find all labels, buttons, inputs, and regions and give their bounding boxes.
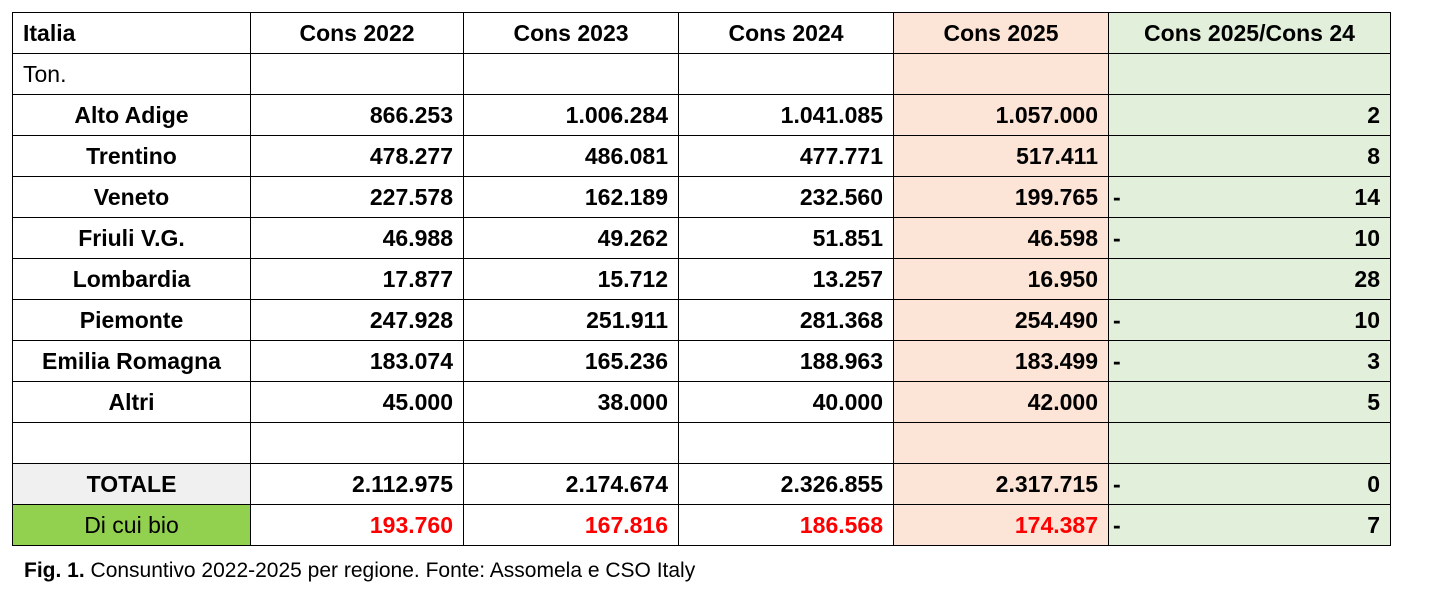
row-cons-2023: 251.911: [464, 300, 679, 341]
row-ratio: [1109, 382, 1391, 423]
table-row: [13, 95, 1391, 136]
bio-ratio: [1109, 505, 1391, 546]
unit-cell-ratio: [1109, 54, 1391, 95]
table-row: [13, 218, 1391, 259]
row-cons-2025: 199.765: [894, 177, 1109, 218]
row-ratio: [1109, 300, 1391, 341]
row-cons-2023: 162.189: [464, 177, 679, 218]
table-row: [13, 382, 1391, 423]
row-cons-2025: 183.499: [894, 341, 1109, 382]
header-cell-cons-2024: Cons 2024: [679, 13, 894, 54]
total-cons-2024: 2.326.855: [679, 464, 894, 505]
row-cons-2022: 227.578: [251, 177, 464, 218]
spacer-cell-2022: [251, 423, 464, 464]
table-bio-row: [13, 505, 1391, 546]
figure-caption-text: Consuntivo 2022-2025 per regione. Fonte: Assomela e CSO Italy: [84, 559, 696, 582]
consumption-table: [12, 12, 1391, 546]
table-header-row: [13, 13, 1391, 54]
row-cons-2022: 478.277: [251, 136, 464, 177]
header-cell-cons-2022: Cons 2022: [251, 13, 464, 54]
row-ratio: [1109, 136, 1391, 177]
bio-cons-2024: 186.568: [679, 505, 894, 546]
row-cons-2022: 46.988: [251, 218, 464, 259]
row-region-label: Veneto: [13, 177, 251, 218]
row-cons-2024: 13.257: [679, 259, 894, 300]
total-ratio: [1109, 464, 1391, 505]
total-cons-2022: 2.112.975: [251, 464, 464, 505]
row-cons-2023: 15.712: [464, 259, 679, 300]
total-ratio-sign: -: [1113, 470, 1121, 497]
table-row: [13, 177, 1391, 218]
bio-cons-2022: 193.760: [251, 505, 464, 546]
row-cons-2022: 45.000: [251, 382, 464, 423]
row-cons-2024: 40.000: [679, 382, 894, 423]
unit-cell-2025: [894, 54, 1109, 95]
row-cons-2023: 486.081: [464, 136, 679, 177]
row-cons-2023: 165.236: [464, 341, 679, 382]
figure-caption-prefix: Fig. 1.: [24, 559, 85, 582]
row-ratio-value: 3: [1367, 347, 1380, 374]
row-ratio-value: 8: [1367, 142, 1380, 169]
row-cons-2022: 183.074: [251, 341, 464, 382]
row-ratio-sign: -: [1113, 183, 1121, 210]
bio-cons-2023: 167.816: [464, 505, 679, 546]
row-ratio-value: 5: [1367, 388, 1380, 415]
row-cons-2025: 1.057.000: [894, 95, 1109, 136]
row-ratio-sign: -: [1113, 224, 1121, 251]
row-region-label: Friuli V.G.: [13, 218, 251, 259]
row-ratio: [1109, 259, 1391, 300]
row-cons-2022: 866.253: [251, 95, 464, 136]
row-ratio-value: 10: [1354, 306, 1380, 333]
row-cons-2024: 281.368: [679, 300, 894, 341]
bio-cons-2025: 174.387: [894, 505, 1109, 546]
header-cell-cons-2025: Cons 2025: [894, 13, 1109, 54]
row-ratio-value: 28: [1354, 265, 1380, 292]
row-cons-2024: 477.771: [679, 136, 894, 177]
row-region-label: Lombardia: [13, 259, 251, 300]
row-cons-2024: 51.851: [679, 218, 894, 259]
row-cons-2023: 1.006.284: [464, 95, 679, 136]
row-ratio-value: 10: [1354, 224, 1380, 251]
bio-ratio-value: 7: [1367, 511, 1380, 538]
row-cons-2022: 17.877: [251, 259, 464, 300]
row-cons-2025: 254.490: [894, 300, 1109, 341]
bio-label: Di cui bio: [13, 505, 251, 546]
total-ratio-value: 0: [1367, 470, 1380, 497]
row-cons-2025: 46.598: [894, 218, 1109, 259]
row-cons-2022: 247.928: [251, 300, 464, 341]
table-row: [13, 136, 1391, 177]
row-cons-2024: 1.041.085: [679, 95, 894, 136]
unit-label: Ton.: [13, 54, 251, 95]
table-row: [13, 259, 1391, 300]
table-total-row: [13, 464, 1391, 505]
spacer-cell-ratio: [1109, 423, 1391, 464]
row-cons-2025: 517.411: [894, 136, 1109, 177]
row-ratio-value: 2: [1367, 101, 1380, 128]
unit-cell-2024: [679, 54, 894, 95]
row-ratio-sign: -: [1113, 347, 1121, 374]
unit-cell-2023: [464, 54, 679, 95]
unit-cell-2022: [251, 54, 464, 95]
row-region-label: Trentino: [13, 136, 251, 177]
row-region-label: Alto Adige: [13, 95, 251, 136]
spacer-cell-2023: [464, 423, 679, 464]
row-cons-2025: 42.000: [894, 382, 1109, 423]
row-cons-2023: 38.000: [464, 382, 679, 423]
header-cell-ratio: Cons 2025/Cons 24: [1109, 13, 1391, 54]
header-cell-italia: Italia: [13, 13, 251, 54]
row-ratio: [1109, 177, 1391, 218]
spacer-cell-2024: [679, 423, 894, 464]
row-ratio: [1109, 95, 1391, 136]
row-region-label: Altri: [13, 382, 251, 423]
table-row: [13, 300, 1391, 341]
total-label: TOTALE: [13, 464, 251, 505]
row-cons-2023: 49.262: [464, 218, 679, 259]
row-ratio: [1109, 341, 1391, 382]
figure-caption: [12, 558, 1412, 583]
total-cons-2025: 2.317.715: [894, 464, 1109, 505]
row-ratio-sign: -: [1113, 306, 1121, 333]
header-cell-cons-2023: Cons 2023: [464, 13, 679, 54]
row-region-label: Emilia Romagna: [13, 341, 251, 382]
bio-ratio-sign: -: [1113, 511, 1121, 538]
row-ratio: [1109, 218, 1391, 259]
spacer-cell-2025: [894, 423, 1109, 464]
row-cons-2024: 232.560: [679, 177, 894, 218]
table-unit-row: [13, 54, 1391, 95]
row-ratio-value: 14: [1354, 183, 1380, 210]
spacer-cell-region: [13, 423, 251, 464]
row-cons-2024: 188.963: [679, 341, 894, 382]
table-row: [13, 341, 1391, 382]
total-cons-2023: 2.174.674: [464, 464, 679, 505]
table-spacer-row: [13, 423, 1391, 464]
row-region-label: Piemonte: [13, 300, 251, 341]
row-cons-2025: 16.950: [894, 259, 1109, 300]
